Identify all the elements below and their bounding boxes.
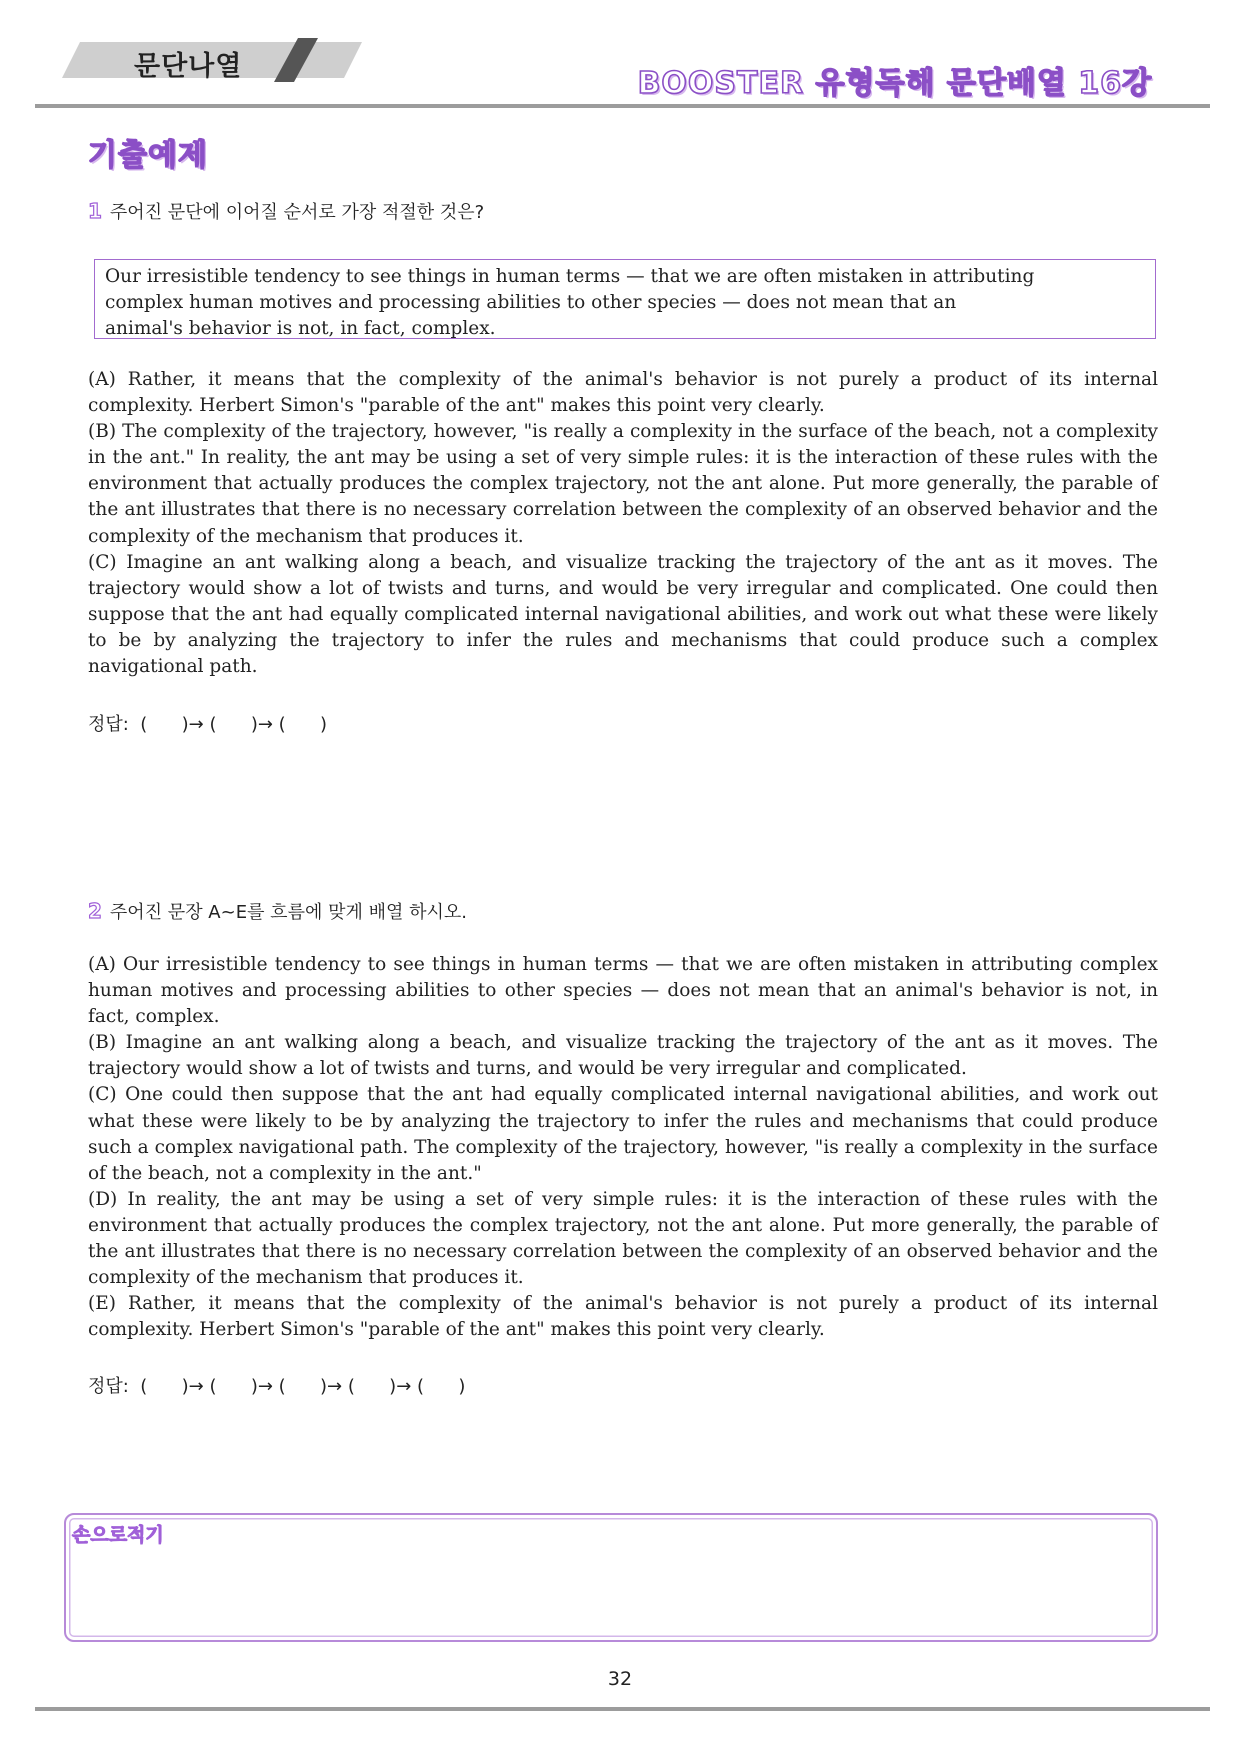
question-2-sentences	[88, 952, 1158, 1343]
section-title: 기출예제	[88, 138, 208, 173]
given-paragraph-line: Our irresistible tendency to see things in human terms — that we are often mistaken in attributing	[105, 266, 1035, 287]
header-tab-label: 문단나열	[134, 51, 243, 82]
question-1-number: 1	[88, 199, 102, 223]
question-1-instruction: 주어진 문단에 이어질 순서로 가장 적절한 것은?	[109, 202, 485, 223]
sentence-c: (C) One could then suppose that the ant had equally complicated internal navigational abilities, and work out what these were likely to be by analyzing the trajectory to infer the rules and mechanisms that could produce such a complex navigational path. The complexity of the trajectory, however, "is really a complexity in the surface of the beach, not a complexity in the ant."	[88, 1084, 1158, 1184]
question-2-heading	[88, 898, 467, 924]
sentence-d: (D) In reality, the ant may be using a set of very simple rules: it is the interaction of these rules with the environment that actually produces the complex trajectory, not the ant alone. Put more generally, the parable of the ant illustrates that there is no necessary correlation between the complexity of an observed behavior and the complexity of the mechanism that produces it.	[88, 1188, 1158, 1289]
question-1-heading	[88, 198, 484, 224]
series-title: BOOSTER 유형독해 문단배열 16강	[637, 66, 1152, 101]
question-1-paragraphs	[88, 367, 1158, 680]
sentence-b: (B) Imagine an ant walking along a beach, and visualize tracking the trajectory of the ant as it moves. The trajectory would show a lot of twists and turns, and would be very irregular and complicated.	[88, 1032, 1158, 1080]
question-2-instruction: 주어진 문장 A~E를 흐름에 맞게 배열 하시오.	[109, 902, 467, 923]
paragraph-a: (A) Rather, it means that the complexity of the animal's behavior is not purely a product of its internal complexity. Herbert Simon's "parable of the ant" makes this point very clearly.	[88, 369, 1158, 417]
notes-box[interactable]	[64, 1513, 1158, 1642]
given-paragraph-box	[94, 259, 1156, 339]
sentence-a: (A) Our irresistible tendency to see things in human terms — that we are often mistaken in attributing complex human motives and processing abilities to other species — does not mean that an animal's behavior is not, in fact, complex.	[88, 954, 1158, 1028]
question-2-answer-blanks[interactable]: 정답: ( )→ ( )→ ( )→ ( )→ ( )	[88, 1376, 466, 1397]
footer-divider	[35, 1707, 1210, 1711]
given-paragraph-line: complex human motives and processing abilities to other species — does not mean that an	[105, 292, 957, 313]
question-2-number: 2	[88, 899, 102, 923]
paragraph-c: (C) Imagine an ant walking along a beach, and visualize tracking the trajectory of the ant as it moves. The trajectory would show a lot of twists and turns, and would be very irregular and complicated. One could then suppose that the ant had equally complicated internal navigational abilities, and work out what these were likely to be by analyzing the trajectory to infer the rules and mechanisms that could produce such a complex navigational path.	[88, 551, 1158, 678]
paragraph-b: (B) The complexity of the trajectory, however, "is really a complexity in the surface of the beach, not a complexity in the ant." In reality, the ant may be using a set of very simple rules: it is the interaction of these rules with the environment that actually produces the complex trajectory, not the ant alone. Put more generally, the parable of the ant illustrates that there is no necessary correlation between the complexity of an observed behavior and the complexity of the mechanism that produces it.	[88, 421, 1158, 547]
sentence-e: (E) Rather, it means that the complexity of the animal's behavior is not purely a product of its internal complexity. Herbert Simon's "parable of the ant" makes this point very clearly.	[88, 1293, 1158, 1341]
header-divider	[35, 104, 1210, 108]
question-1-answer-blanks[interactable]: 정답: ( )→ ( )→ ( )	[88, 714, 328, 735]
page-number: 32	[607, 1668, 633, 1690]
notes-label: 손으로적기	[72, 1524, 164, 1546]
given-paragraph-line: animal's behavior is not, in fact, complex.	[105, 318, 496, 339]
